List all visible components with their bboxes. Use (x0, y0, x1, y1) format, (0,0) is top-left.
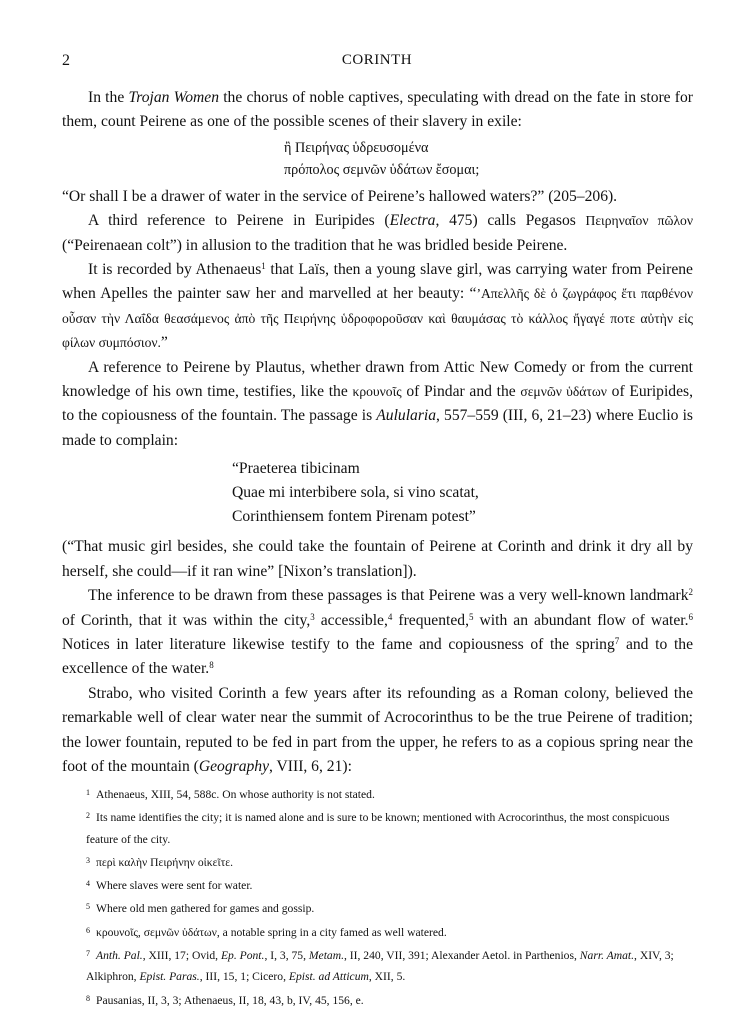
body-text (62, 86, 693, 779)
work-title: Electra (389, 212, 436, 230)
running-header (62, 52, 692, 72)
footnote-5: 5 Where old men gathered for games and gossip. (62, 896, 693, 919)
verse-line: “Praeterea tibicinam (232, 460, 360, 478)
footnote-mark: 6 (86, 925, 90, 935)
footnote-mark: 8 (86, 993, 90, 1003)
footnote-ref[interactable]: 5 (468, 611, 474, 622)
work-title: Trojan Women (128, 89, 219, 106)
footnote-ref[interactable]: 3 (310, 611, 315, 622)
footnote-ref[interactable]: 6 (688, 611, 694, 622)
greek-verse-quote (62, 137, 693, 181)
paragraph-inference: The inference to be drawn from these passages is that Peirene was a very well-known landmark$^2$ of Corinth, that it was within the city,$^3$ accessible,$^4$ frequented,$^5$ with an abundant flow of water.$^6$ Notices in later literature likewise testify to the fame and copiousness of the spring$^7$ and to the excellence of the water.$^8$ (62, 587, 694, 678)
paragraph-athenaeus: It is recorded by Athenaeus$^1$ that Laïs, then a young slave girl, was carrying water from Peirene when Apelles the painter saw her and marvelled at her beauty: “’Απελλῆς δὲ ὁ ζωγράφος ἔτι παρθένον οὖσαν τὴν Λαΐδα θεασάμενος ἀπὸ τῆς Πειρήνης ὑδροφοροῦσαν καὶ θαυμάσας τὸ κάλλος ἤγαγέ ποτε αὐτὴν εἰς φίλων συμπόσιον.” (62, 261, 693, 352)
work-title: Aulularia (376, 407, 437, 425)
verse-line: πρόπολος σεμνῶν ὑδάτων ἔσομαι; (284, 161, 480, 178)
footnotes (62, 782, 693, 1011)
verse-line: Corinthiensem fontem Pirenam potest” (232, 508, 476, 526)
paragraph-strabo: Strabo, who visited Corinth a few years after its refounding as a Roman colony, believed the remarkable well of clear water near the summit of Acrocorinthus to be the true Peirene of tradition; the lower fountain, reputed to be fed in part from the upper, he refers to as a copious spring near the foot of the mountain (Geography, VIII, 6, 21): (62, 684, 693, 775)
footnote-8: 8 Pausanias, II, 3, 3; Athenaeus, II, 18, 43, b, IV, 45, 156, e. (62, 988, 693, 1011)
page-number: 2 (62, 52, 70, 69)
running-title: CORINTH (341, 52, 413, 68)
footnote-4: 4 Where slaves were sent for water. (62, 873, 693, 896)
footnote-2: 2 Its name identifies the city; it is named alone and is sure to be known; mentioned with Acrocorinthus, the most conspicuous feature of the city. (62, 805, 693, 850)
footnote-mark: 3 (86, 855, 90, 865)
paragraph-electra: A third reference to Peirene in Euripides (Electra, 475) calls Pegasos Πειρηναῖον πῶλον (“Peirenaean colt”) in allusion to the tradition that he was bridled beside Peirene. (62, 212, 693, 254)
footnote-mark: 7 (86, 949, 90, 959)
footnote-1: 1 Athenaeus, XIII, 54, 588c. On whose authority is not stated. (62, 782, 693, 805)
verse-line: Quae mi interbibere sola, si vino scatat, (232, 484, 479, 502)
work-title: Geography (198, 757, 270, 775)
footnote-7: 7 Anth. Pal., XIII, 17; Ovid, Ep. Pont., I, 3, 75, Metam., II, 240, VII, 391; Alexander Aetol. in Parthenios, Narr. Amat., XIV, 3; Alkiphron, Epist. Paras., III, 15, 1; Cicero, Epist. ad Atticum, XII, 5. (62, 943, 693, 988)
footnote-ref[interactable]: 4 (387, 611, 393, 622)
paragraph-plautus: A reference to Peirene by Plautus, whether drawn from Attic New Comedy or from the current knowledge of his own time, testifies, like the κρουνοῖς of Pindar and the σεμνῶν ὑδάτων of Euripides, to the copiousness of the fountain. The passage is Aulularia, 557–559 (III, 6, 21–23) where Euclio is made to complain: (62, 358, 693, 449)
footnote-mark: 4 (86, 879, 90, 889)
latin-verse-quote (62, 457, 693, 529)
footnote-mark: 1 (86, 788, 90, 797)
footnote-mark: 5 (86, 902, 90, 912)
footnote-ref[interactable]: 1 (261, 261, 266, 272)
verse-line: ἢ Πειρήνας ὑδρευσομένα (284, 139, 429, 156)
greek-phrase: κρουνοῖς (352, 384, 402, 400)
footnote-3: 3 περὶ καλὴν Πειρήνην οἰκεῖτε. (62, 850, 693, 873)
paragraph-trojan-women: In the Trojan Women the chorus of noble captives, speculating with dread on the fate in store for them, count Peirene as one of the possible scenes of their slavery in exile: (62, 89, 693, 131)
footnote-ref[interactable]: 8 (209, 660, 214, 671)
greek-quote: ’Απελλῆς δὲ ὁ ζωγράφος ἔτι παρθένον οὖσαν τὴν Λαΐδα θεασάμενος ἀπὸ τῆς Πειρήνης ὑδροφοροῦσαν καὶ θαυμάσας τὸ κάλλος ἤγαγέ ποτε αὐτὴν εἰς φίλων συμπόσιον. (62, 286, 693, 351)
footnote-mark: 2 (86, 811, 90, 821)
paragraph-translation: “Or shall I be a drawer of water in the service of Peirene’s hallowed waters?” (205–206). (62, 187, 618, 205)
footnote-ref[interactable]: 7 (614, 635, 620, 646)
greek-phrase: σεμνῶν ὑδάτων (520, 384, 607, 400)
footnote-6: 6 κρουνοῖς, σεμνῶν ὑδάτων, a notable spring in a city famed as well watered. (62, 920, 693, 943)
footnote-ref[interactable]: 2 (688, 587, 693, 598)
paragraph-nixon-translation: (“That music girl besides, she could take the fountain of Peirene at Corinth and drink it dry all by herself, she could—if it ran wine” [Nixon’s translation]). (62, 538, 693, 580)
greek-phrase: Πειρηναῖον πῶλον (585, 213, 693, 229)
